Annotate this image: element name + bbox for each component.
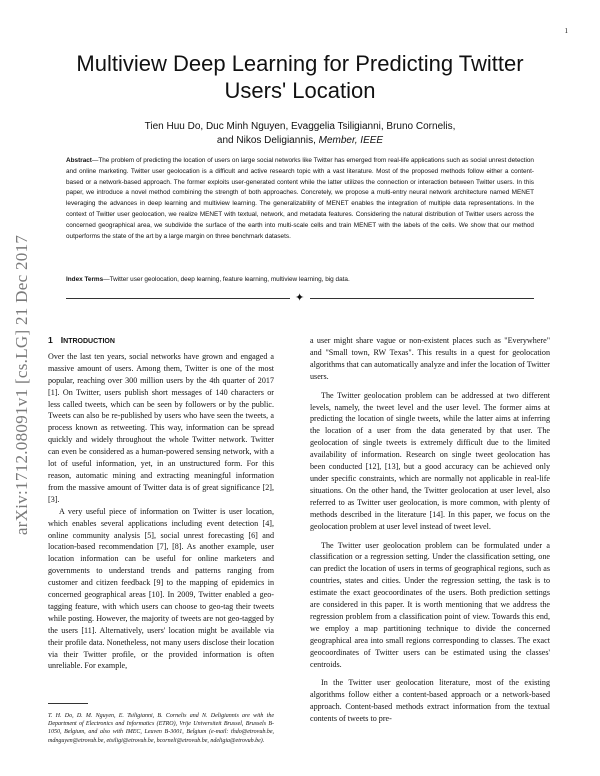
section-divider (66, 293, 534, 305)
abstract-label: Abstract (66, 157, 92, 164)
index-terms-label: Index Terms (66, 276, 104, 283)
paragraph: Over the last ten years, social networks have grown and engaged a massive amount of users. Among them, Twitter is one of the most popular, reaching over 300 million users by the 4th quarter of 2017 [1]. On Twitter, users publish short messages of 140 characters or less called tweets, which can be seen by followers or by the public. Tweets can also be re-published by users who have seen the tweets, a process known as retweeting. This way, information can be spread quickly and widely throughout the whole Twitter network. Twitter can even be considered as a human-powered sensing network, with a lot of useful information, yet, in an unstructured form. For this reason, automatic mining and extracting meaningful information from the massive amount of Twitter data is of great significance [2], [3]. (48, 351, 274, 504)
section-number: 1 (48, 335, 53, 345)
paper-title (60, 50, 540, 104)
left-column (48, 335, 274, 672)
footnote-text: T. H. Do, D. M. Nguyen, E. Tsiligianni, B. Cornelis and N. Deligiannis are with the Department of Electronics and Informatics (ETRO), Vrije Universiteit Brussel, Brussels B-1050, Belgium, and also with IMEC, Leuven B-3001, Belgium (e-mail: thdo@etrovub.be, mdnguyen@etrovub.be, etsiligi@etrovub.be, bcorneli@etrovub.be, ndeligia@etrovub.be). (48, 713, 274, 744)
divider-rule-left (66, 298, 290, 299)
page-number: 1 (564, 27, 568, 35)
author-footnote (48, 712, 274, 745)
index-terms-text: —Twitter user geolocation, deep learning, feature learning, multiview learning, big data. (103, 276, 350, 283)
index-terms (66, 275, 534, 285)
abstract (66, 156, 534, 242)
title-line-2: Users' Location (224, 78, 376, 103)
title-line-1: Multiview Deep Learning for Predicting Twitter (76, 51, 524, 76)
authors-line-1: Tien Huu Do, Duc Minh Nguyen, Evaggelia Tsiligianni, Bruno Cornelis, (144, 121, 456, 132)
paragraph: The Twitter geolocation problem can be addressed at two different levels, namely, the tweet level and the user level. The former aims at predicting the location of single tweets, while the latter aims at inferring the location of a user from the data generated by that user. The geolocation of single tweets is extremely difficult due to the limited availability of information. Research on single tweet geolocation has been conducted [12], [13], but a good accuracy can be achieved only under specific constraints, which are normally not applicable in real-life situations. On the other hand, the Twitter geolocation at user level, also referred to as Twitter user geolocation, is more common, with plenty of methods described in the literature [14]. In this paper, we focus on the geolocation problem at user level instead of tweet level. (310, 390, 550, 531)
divider-rule-right (310, 298, 534, 299)
authors-line-2 (90, 134, 510, 148)
divider-star-icon: ✦ (295, 291, 305, 304)
footnote-rule (48, 703, 88, 704)
paragraph: The Twitter user geolocation problem can be formulated under a classification or a regression setting. Under the classification setting, one can predict the location of users in terms of geographical regions, such as countries, states and cities. Under the regression setting, the task is to estimate the exact geocoordinates of the users. Both prediction settings are considered in this paper. It is worth mentioning that we address the regression problem from a classification point of view. Towards this end, we employ a map partitioning technique to divide the concerned geographical area into small regions corresponding to classes. The exact geocoordinates of Twitter users can be estimated using the classes' centroids. (310, 540, 550, 669)
section-title-initial: I (60, 335, 64, 345)
paragraph: In the Twitter user geolocation literature, most of the existing algorithms follow either a content-based approach or a network-based approach. Content-based methods extract information from the textual contents of tweets to pre- (310, 678, 550, 724)
author-list (90, 120, 510, 148)
author-membership: Member, IEEE (318, 135, 384, 146)
paragraph: a user might share vague or non-existent places such as "Everywhere" and "Small town, RW Texas". This results in a quest for geolocation algorithms that can automatically analyze and infer the location of Twitter users. (310, 336, 550, 381)
authors-line-2-names: and Nikos Deligiannis, (216, 135, 319, 146)
arxiv-stamp (2, 150, 42, 620)
section-title-rest: NTRODUCTION (63, 338, 115, 345)
right-column (310, 335, 550, 725)
section-heading (48, 335, 274, 348)
arxiv-stamp-text: arXiv:1712.08091v1 [cs.LG] 21 Dec 2017 (12, 234, 31, 536)
abstract-text: —The problem of predicting the location of users on large social networks like Twitter has emerged from real-life applications such as social unrest detection and online marketing. Twitter user geolocation is a difficult and active research topic with a vast literature. Most of the proposed methods follow either a content-based or a network-based approach. The former exploits user-generated content while the latter utilizes the connection or interaction between Twitter users. In this paper, we introduce a novel method combining the strength of both approaches. Concretely, we propose a multi-entry neural network architecture named MENET leveraging the advances in deep learning and multiview learning. The generalizability of MENET enables the integration of multiple data representations. In the context of Twitter user geolocation, we realize MENET with textual, network, and metadata features. Considering the natural distribution of Twitter users across the concerned geographical area, we subdivide the surface of the earth into multi-scale cells and train MENET with the labels of the cells. We show that our method outperforms the state of the art by a large margin on three benchmark datasets. (66, 157, 534, 240)
paragraph: A very useful piece of information on Twitter is user location, which enables several applications including event detection [4], online community analysis [5], social unrest forecasting [6] and location-based recommendation [7], [8]. As another example, user location information can be useful for online marketers and governments to understand trends and patterns ranging from customer and citizen feedback [9] to the mapping of epidemics in concerned geographical areas [10]. In 2009, Twitter enabled a geo-tagging feature, with which users can choose to geo-tag their tweets while posting. However, the majority of tweets are not geo-tagged by the users [11]. Alternatively, users' location might be available via their profile data. Nonetheless, not many users disclose their location via their Twitter profile, or the provided information is often unreliable. For example, (48, 506, 274, 671)
